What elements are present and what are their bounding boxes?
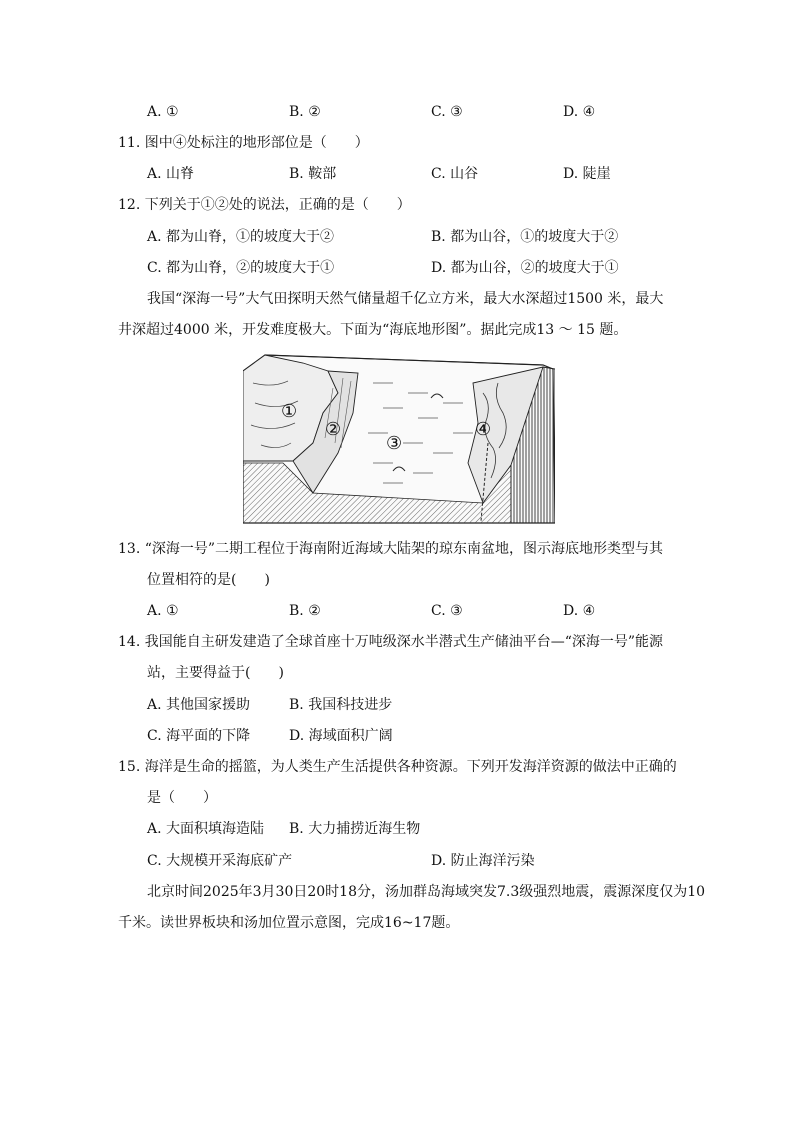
q14-stem-line1: 14. 我国能自主研发建造了全球首座十万吨级深水半潜式生产储油平台—“深海一号”能源 <box>118 634 664 650</box>
q15-stem-line1: 15. 海洋是生命的摇篮，为人类生产生活提供各种资源。下列开发海洋资源的做法中正确的 <box>118 759 677 775</box>
q14-option-c: C. 海平面的下降 <box>147 728 251 744</box>
figure-label-3: ③ <box>386 433 403 454</box>
q10-option-b: B. ② <box>289 104 321 120</box>
q13-option-b: B. ② <box>289 603 321 619</box>
q11-option-d: D. 陡崖 <box>563 166 611 182</box>
q12-option-d: D. 都为山谷，②的坡度大于① <box>431 260 619 276</box>
q12-option-c: C. 都为山脊，②的坡度大于① <box>147 260 335 276</box>
figure-label-2: ② <box>325 419 342 440</box>
q13-stem-line2: 位置相符的是( ) <box>147 572 270 588</box>
passage2-line2: 千米。读世界板块和汤加位置示意图，完成16~17题。 <box>118 915 460 931</box>
q15-stem-line2: 是（ ） <box>147 790 217 806</box>
seafloor-terrain-figure <box>243 353 555 525</box>
q14-stem-line2: 站，主要得益于( ) <box>147 665 284 681</box>
q15-option-b: B. 大力捕捞近海生物 <box>289 821 421 837</box>
q11-option-c: C. 山谷 <box>431 166 479 182</box>
figure-label-4: ④ <box>475 419 492 440</box>
passage2-line1: 北京时间2025年3月30日20时18分，汤加群岛海域突发7.3级强烈地震，震源深度仅为10 <box>147 884 706 900</box>
q12-option-b: B. 都为山谷，①的坡度大于② <box>431 229 619 245</box>
q14-option-a: A. 其他国家援助 <box>147 697 251 713</box>
passage1-line1: 我国“深海一号”大气田探明天然气储量超千亿立方米，最大水深超过1500 米，最大 <box>147 291 664 307</box>
passage1-line2: 井深超过4000 米，开发难度极大。下面为“海底地形图”。据此完成13 ～ 15 题。 <box>118 322 628 338</box>
q12-option-a: A. 都为山脊，①的坡度大于② <box>147 229 335 245</box>
q12-stem: 12. 下列关于①②处的说法，正确的是（ ） <box>118 197 411 213</box>
q10-option-c: C. ③ <box>431 104 463 120</box>
q10-option-d: D. ④ <box>563 104 596 120</box>
q11-option-b: B. 鞍部 <box>289 166 337 182</box>
q14-option-b: B. 我国科技进步 <box>289 697 393 713</box>
q11-option-a: A. 山脊 <box>147 166 195 182</box>
q10-option-a: A. ① <box>147 104 179 120</box>
q15-option-c: C. 大规模开采海底矿产 <box>147 853 293 869</box>
q13-option-a: A. ① <box>147 603 179 619</box>
q13-option-c: C. ③ <box>431 603 463 619</box>
q13-option-d: D. ④ <box>563 603 596 619</box>
figure-label-1: ① <box>281 401 298 422</box>
q11-stem: 11. 图中④处标注的地形部位是（ ） <box>118 135 369 151</box>
q14-option-d: D. 海域面积广阔 <box>289 728 393 744</box>
q15-option-a: A. 大面积填海造陆 <box>147 821 265 837</box>
q13-stem-line1: 13. “深海一号”二期工程位于海南附近海域大陆架的琼东南盆地，图示海底地形类型与其 <box>118 541 664 557</box>
q15-option-d: D. 防止海洋污染 <box>431 853 535 869</box>
